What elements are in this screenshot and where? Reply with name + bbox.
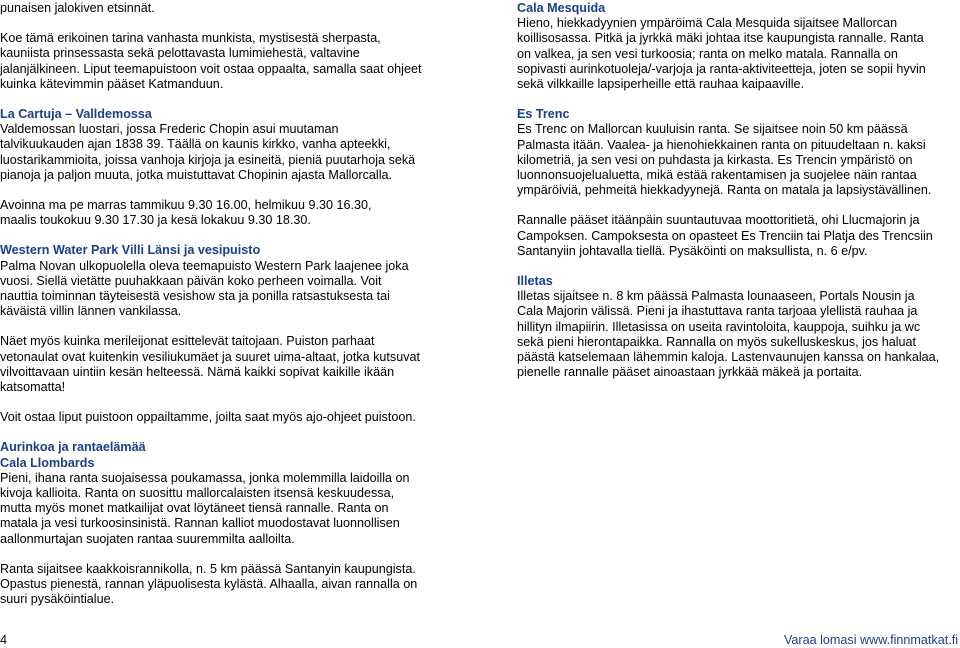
cartuja-title: La Cartuja – Valldemossa <box>0 107 152 122</box>
left-column <box>0 1 460 608</box>
text-line: sekä vilkkaille lapsiperheille että rauhaa kaipaaville. <box>517 77 805 92</box>
text-line: kauniista prinsessasta sekä pelottavasta lumimiehestä, valtavine <box>0 46 360 61</box>
text-line: talvikuukauden ajan 1838 39. Täällä on kaunis kirkko, vanha apteekki, <box>0 137 391 152</box>
text-line: luonnonsuojelualuetta, mikä estää rakentamisen ja suojelee näin rantaa <box>517 168 917 183</box>
text-line: suuri pysäköintialue. <box>0 592 115 607</box>
text-line: päästä katselemaan lähemmin kaloja. Lastenvaunujen kanssa on hankalaa, <box>517 350 940 365</box>
text-line: Opastus pienestä, rannan yläpuolisesta kylästä. Alhaalla, aivan rannalla on <box>0 577 418 592</box>
text-line: katsomatta! <box>0 380 66 395</box>
text-line: Koe tämä erikoinen tarina vanhasta munkista, mystisestä sherpasta, <box>0 31 381 46</box>
illetas-paragraph <box>517 289 955 380</box>
text-line: Campoksen. Campoksesta on opasteet Es Trenciin tai Platja des Trencsiin <box>517 228 933 243</box>
text-line: maalis toukokuu 9.30 17.30 ja kesä lokakuu 9.30 18.30. <box>0 213 311 228</box>
text-line: hillityn ilmapiirin. Illetasissa on useita ravintoloita, kauppoja, suihku ja wc <box>517 319 921 334</box>
text-line: Es Trenc on Mallorcan kuuluisin ranta. Se sijaitsee noin 50 km päässä <box>517 122 908 137</box>
text-line: on valkea, ja sen vesi turkoosia; ranta on melko matala. Rannalla on <box>517 46 898 61</box>
cartuja-paragraph <box>0 122 460 183</box>
text-line: sekä pieni hierontapaikka. Rannalla on myös sukelluskeskus, jos haluat <box>517 334 917 349</box>
text-line: kilometriä, ja sen vesi on puhdasta ja kirkasta. Es Trencin ympäristö on <box>517 152 913 167</box>
text-line: aallonmurtajan suojaten rantaa suuremmilta aalloilta. <box>0 531 295 546</box>
beach-section-title: Aurinkoa ja rantaelämää <box>0 440 146 455</box>
text-line: matala ja vesi turkoosinsinistä. Rannan kalliot muodostavat luonnollisen <box>0 516 400 531</box>
text-line: Palmasta itään. Vaalea- ja hienohiekkainen ranta on pituudeltaan n. kaksi <box>517 137 926 152</box>
text-line: Cala Majorin välissä. Pieni ja ihastuttava ranta tarjoaa ylellistä rauhaa ja <box>517 304 918 319</box>
intro-line: punaisen jalokiven etsinnät. <box>0 1 155 15</box>
mesquida-paragraph <box>517 16 955 92</box>
text-line: käväistä villin lännen vankilassa. <box>0 304 182 319</box>
llombards-title: Cala Llombards <box>0 455 95 470</box>
western-paragraph-2 <box>0 334 460 395</box>
estrenc-paragraph-1 <box>517 122 955 198</box>
western-title: Western Water Park Villi Länsi ja vesipuisto <box>0 243 261 258</box>
text-line: Illetas sijaitsee n. 8 km päässä Palmasta lounaaseen, Portals Nousin ja <box>517 289 915 304</box>
text-line: luostarikammioita, joissa vanhoja kirjoja ja esineitä, pieniä puutarhoja sekä <box>0 152 416 167</box>
text-line: jalanjälkineen. Liput teemapuistoon voit ostaa oppaalta, samalla saat ohjeet <box>0 61 422 76</box>
western-paragraph-3: Voit ostaa liput puistoon oppailtamme, joilta saat myös ajo-ohjeet puistoon. <box>0 410 416 425</box>
text-line: nauttia toiminnan täyteisestä vesishow sta ja ponilla ratsastuksesta tai <box>0 289 390 304</box>
cartuja-hours <box>0 198 460 228</box>
estrenc-title: Es Trenc <box>517 107 570 122</box>
llombards-paragraph-1 <box>0 471 460 547</box>
text-line: sopivasti aurinkotuoleja/-varjoja ja ranta-aktiviteetteja, joten se sopii hyvin <box>517 61 926 76</box>
llombards-paragraph-2 <box>0 562 460 608</box>
text-line: kuinka kätevimmin pääset Katmanduun. <box>0 76 224 91</box>
text-line: pianoja ja paljon muuta, jotka muistuttavat Chopinin ajasta Mallorcalla. <box>0 167 393 182</box>
text-line: koillisosassa. Pitkä ja jyrkkä mäki johtaa itse kaupungista rannalle. Ranta <box>517 31 924 46</box>
page-number: 4 <box>0 633 8 647</box>
intro-paragraph <box>0 31 460 92</box>
text-line: mutta myös monet matkailijat ovat löytäneet tiensä rannalle. Ranta on <box>0 501 389 516</box>
text-line: Hieno, hiekkadyynien ympäröimä Cala Mesquida sijaitsee Mallorcan <box>517 16 898 31</box>
text-line: Santanyiin johtavalla tiellä. Pysäköinti on maksullista, n. 6 e/pv. <box>517 243 868 258</box>
text-line: vuosi. Siellä vietätte puuhakkaan päivän koko perheen voimalla. Voit <box>0 273 382 288</box>
text-line: kivoja kallioita. Ranta on suosittu mallorcalaisten itsensä keskuudessa, <box>0 486 395 501</box>
text-line: Näet myös kuinka merileijonat esittelevät taitojaan. Puiston parhaat <box>0 334 375 349</box>
mesquida-title: Cala Mesquida <box>517 1 606 15</box>
text-line: vetonaulat ovat kuitenkin vesiliukumäet ja suuret uima-altaat, jotka kutsuvat <box>0 349 421 364</box>
text-line: Palma Novan ulkopuolella oleva teemapuisto Western Park laajenee joka <box>0 258 409 273</box>
text-line: Avoinna ma pe marras tammikuu 9.30 16.00, helmikuu 9.30 16.30, <box>0 198 372 213</box>
right-column <box>517 1 955 380</box>
text-line: Pieni, ihana ranta suojaisessa poukamassa, jonka molemmilla laidoilla on <box>0 470 410 485</box>
illetas-title: Illetas <box>517 274 553 289</box>
website-link[interactable]: Varaa lomasi www.finnmatkat.fi <box>783 633 958 647</box>
text-line: ympäröiviä, pehmeitä hiekkadyynejä. Ranta on matala ja lapsiystävällinen. <box>517 183 932 198</box>
text-line: vilvoittavaan uintiin kesän helteessä. Nämä kaikki sopivat kaikille ikään <box>0 364 395 379</box>
text-line: Valdemossan luostari, jossa Frederic Chopin asui muutaman <box>0 122 339 137</box>
text-line: Ranta sijaitsee kaakkoisrannikolla, n. 5 km päässä Santanyin kaupungista. <box>0 561 416 576</box>
text-line: pienelle rannalle pääset ainoastaan jyrkkää mäkeä ja portaita. <box>517 365 863 380</box>
western-paragraph-1 <box>0 259 460 320</box>
estrenc-paragraph-2 <box>517 213 955 259</box>
text-line: Rannalle pääset itäänpäin suuntautuvaa moottoritietä, ohi Llucmajorin ja <box>517 213 920 228</box>
